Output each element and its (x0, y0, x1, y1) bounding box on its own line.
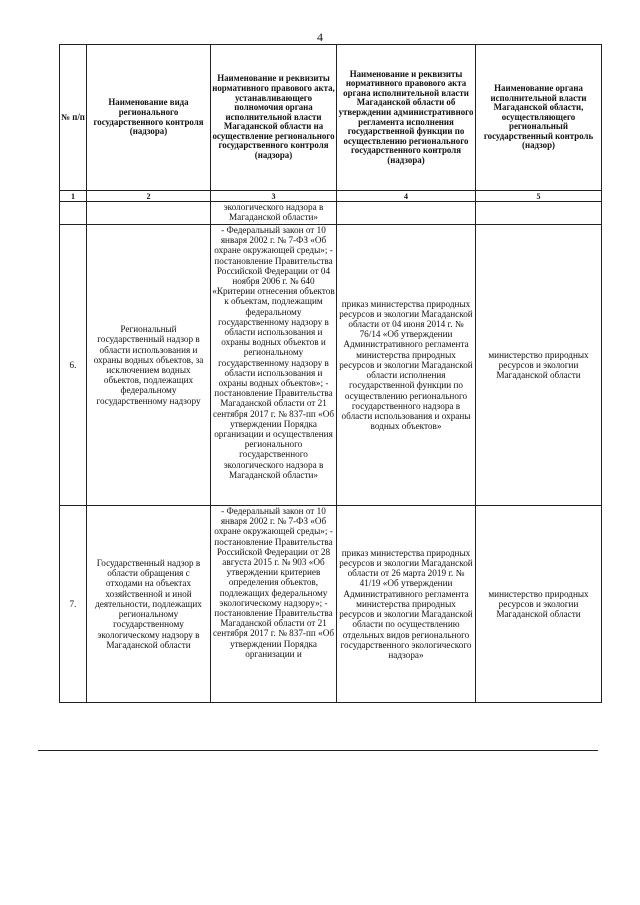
page-number: 4 (317, 30, 323, 44)
footer-divider (38, 750, 598, 751)
column-number-row (60, 191, 602, 202)
column-number: 5 (476, 191, 602, 202)
table-row (60, 506, 602, 703)
column-number: 4 (337, 191, 476, 202)
law-cell: - Федеральный закон от 10 января 2002 г. № 7-ФЗ «Об охране окружающей среды»; - постановление Правительства Российской Федерации от 04 ноября 2006 г. № 640 «Критерии отнесения объектов к объектам, подлежащим федеральному государственному надзору в области использования и охраны водных объектов и региональному государственному надзору в области использования и охраны водных объектов»; - постановление Правительства Магаданской области от 21 сентября 2017 г. № 837-пп «Об утверждении Порядка организации и осуществления регионального государственного экологического надзора в Магаданской области» (211, 225, 337, 506)
header-kind: Наименование вида регионального государственного контроля (надзора) (87, 45, 211, 191)
table-row (60, 225, 602, 506)
header-law: Наименование и реквизиты нормативного правового акта, устанавливающего полномочия органа исполнительной власти Магаданской области на осуществление регионального государственного контроля (надзора) (211, 45, 337, 191)
authority-cell: министерство природных ресурсов и экологии Магаданской области (476, 506, 602, 703)
regulation-cell: приказ министерства природных ресурсов и экологии Магаданской области от 26 марта 2019 г. № 41/19 «Об утверждении Административного регламента министерства природных ресурсов и экологии Магаданской области по осуществлению отдельных видов регионального государственного экологического надзора» (337, 506, 476, 703)
table-cell (87, 202, 211, 225)
continuation-row (60, 202, 602, 225)
control-kind-cell: Региональный государственный надзор в области использования и охраны водных объектов, за исключением водных объектов, подлежащих федеральному государственному надзору (87, 225, 211, 506)
row-number: 6. (60, 225, 87, 506)
row-number: 7. (60, 506, 87, 703)
table-cell (476, 202, 602, 225)
column-number: 1 (60, 191, 87, 202)
control-kind-cell: Государственный надзор в области обращения с отходами на объектах хозяйственной и иной деятельности, подлежащих региональному государственному экологическому надзору в Магаданской области (87, 506, 211, 703)
column-number: 2 (87, 191, 211, 202)
column-number: 3 (211, 191, 337, 202)
table-cell (60, 202, 87, 225)
header-regulation: Наименование и реквизиты нормативного правового акта органа исполнительной власти Магаданской области об утверждении административного регламента исполнения государственной функции по осуществлению регионального государственного контроля (надзора) (337, 45, 476, 191)
law-cell: - Федеральный закон от 10 января 2002 г. № 7-ФЗ «Об охране окружающей среды»; - постановление Правительства Российской Федерации от 28 августа 2015 г. № 903 «Об утверждении критериев определения объектов, подлежащих федеральному экологическому надзору»; - постановление Правительства Магаданской области от 21 сентября 2017 г. № 837-пп «Об утверждении Порядка организации и (211, 506, 337, 703)
control-table (59, 44, 602, 703)
header-number: № п/п (60, 45, 87, 191)
authority-cell: министерство природных ресурсов и экологии Магаданской области (476, 225, 602, 506)
header-row (60, 45, 602, 191)
table-cell (337, 202, 476, 225)
header-authority: Наименование органа исполнительной власти Магаданской области, осуществляющего региональный государственный контроль (надзор) (476, 45, 602, 191)
regulation-cell: приказ министерства природных ресурсов и экологии Магаданской области от 04 июня 2014 г. № 76/14 «Об утверждении Административного регламента министерства природных ресурсов и экологии Магаданской области исполнения государственной функции по осуществлению регионального государственного надзора в области использования и охраны водных объектов» (337, 225, 476, 506)
continuation-law-cell: экологического надзора в Магаданской области» (211, 202, 337, 225)
